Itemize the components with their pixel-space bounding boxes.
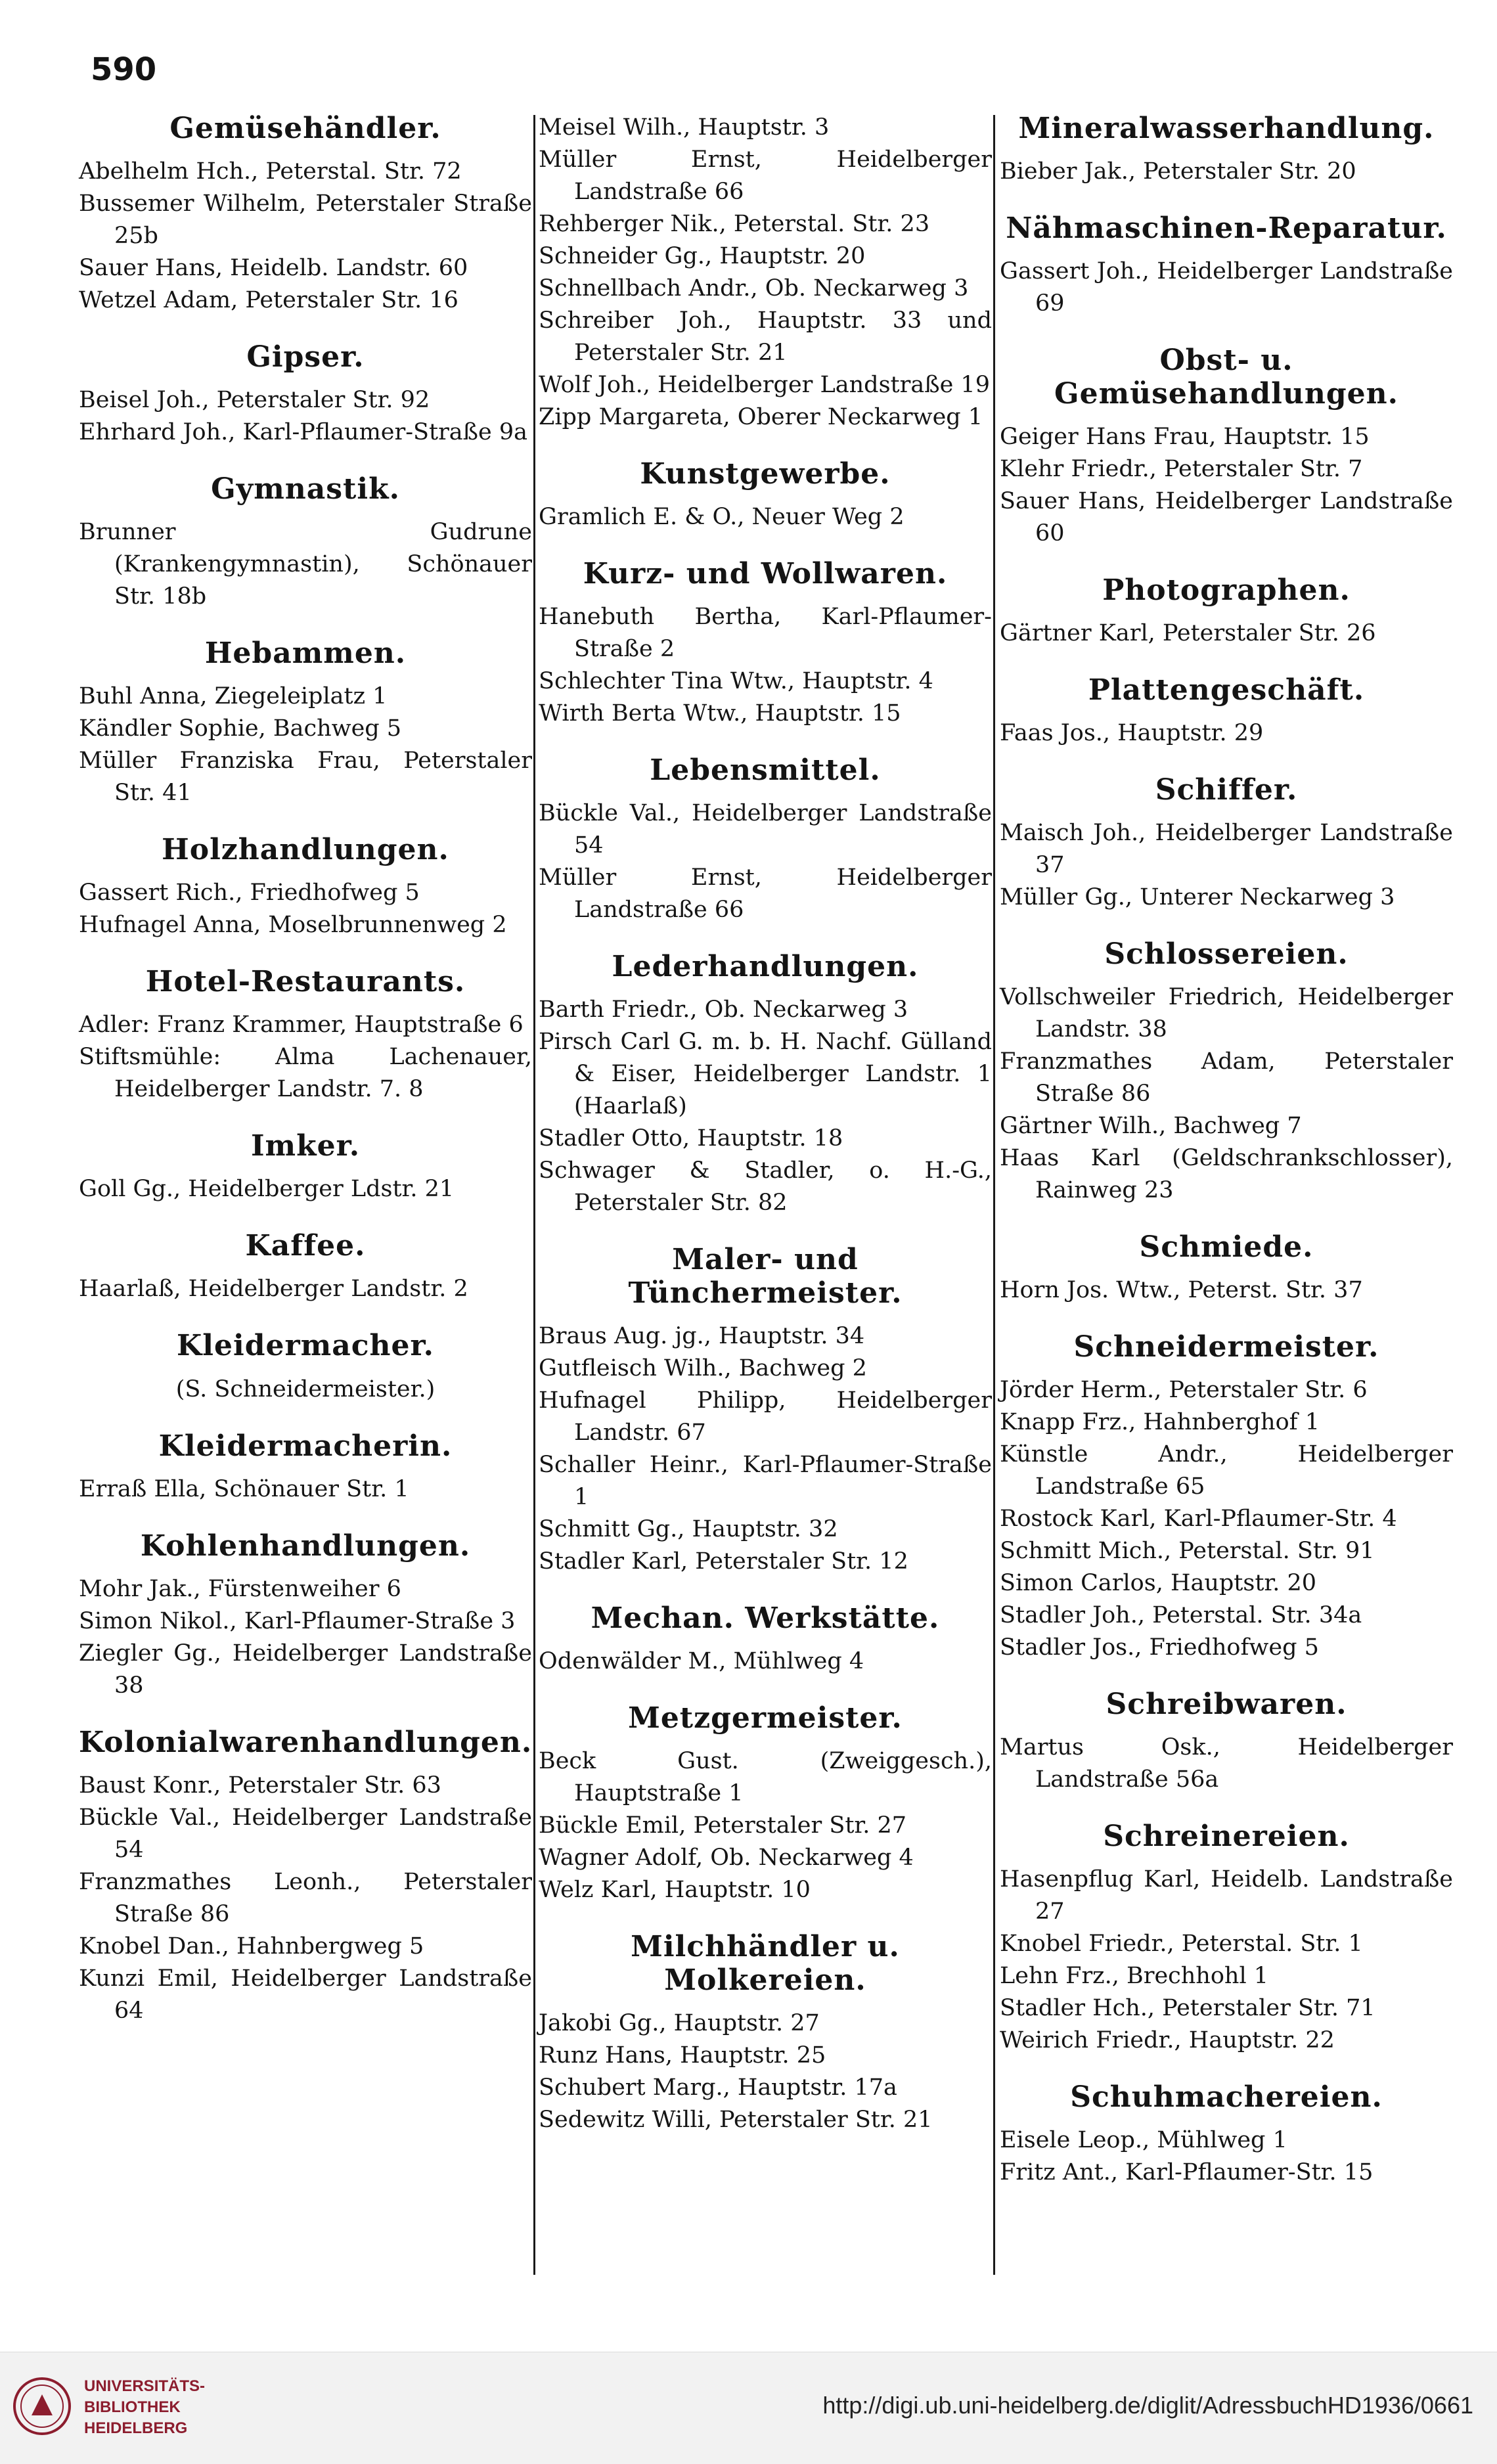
directory-entry: Lehn Frz., Brechhohl 1 xyxy=(1000,1963,1269,1989)
column-divider xyxy=(993,115,995,2275)
directory-entry: Bückle Val., Heidelberger Landstraße 54 xyxy=(539,800,992,859)
university-seal-icon xyxy=(12,2376,72,2439)
section-heading: Lederhandlungen. xyxy=(612,950,919,983)
directory-entry: Meisel Wilh., Hauptstr. 3 xyxy=(539,114,830,141)
directory-entry: Gutfleisch Wilh., Bachweg 2 xyxy=(539,1355,867,1381)
directory-entry: Hufnagel Anna, Moselbrunnenweg 2 xyxy=(79,912,507,938)
directory-section xyxy=(79,1229,532,1305)
directory-section xyxy=(539,1243,992,1578)
section-heading: Schuhmachereien. xyxy=(1070,2080,1383,2114)
directory-entry: Sedewitz Willi, Peterstaler Str. 21 xyxy=(539,2107,933,2133)
directory-entry: Bückle Emil, Peterstaler Str. 27 xyxy=(539,1812,907,1839)
directory-section xyxy=(79,1429,532,1506)
directory-entry: Rehberger Nik., Peterstal. Str. 23 xyxy=(539,211,930,237)
directory-section xyxy=(79,1726,532,2027)
directory-section xyxy=(1000,112,1453,188)
directory-section xyxy=(1000,573,1453,650)
directory-entry: Gassert Rich., Friedhofweg 5 xyxy=(79,880,420,906)
directory-section xyxy=(1000,1820,1453,2057)
directory-entry: Vollschweiler Friedrich, Heidelberger Landstr. 38 xyxy=(1000,984,1453,1042)
directory-entry: Welz Karl, Hauptstr. 10 xyxy=(539,1877,811,1903)
directory-section xyxy=(79,1129,532,1205)
section-heading: Hebammen. xyxy=(204,637,407,670)
directory-section xyxy=(1000,1330,1453,1664)
directory-entry: Bieber Jak., Peterstaler Str. 20 xyxy=(1000,158,1356,185)
column-divider xyxy=(533,115,535,2275)
section-heading: Imker. xyxy=(250,1129,361,1163)
directory-entry: Hasenpflug Karl, Heidelb. Landstraße 27 xyxy=(1000,1866,1453,1925)
section-heading: Gemüsehändler. xyxy=(169,112,441,145)
directory-entry: Weirich Friedr., Hauptstr. 22 xyxy=(1000,2027,1335,2053)
directory-entry: Rostock Karl, Karl-Pflaumer-Str. 4 xyxy=(1000,1506,1397,1532)
directory-entry: Braus Aug. jg., Hauptstr. 34 xyxy=(539,1323,865,1349)
directory-entry: Eisele Leop., Mühlweg 1 xyxy=(1000,2127,1287,2153)
directory-entry: Maisch Joh., Heidelberger Landstraße 37 xyxy=(1000,820,1453,878)
cross-reference-note: (S. Schneidermeister.) xyxy=(175,1376,436,1402)
directory-entry: Gassert Joh., Heidelberger Landstraße 69 xyxy=(1000,258,1453,317)
directory-section xyxy=(79,637,532,809)
directory-entry: Kändler Sophie, Bachweg 5 xyxy=(79,715,402,742)
directory-entry: Fritz Ant., Karl-Pflaumer-Str. 15 xyxy=(1000,2159,1374,2185)
directory-entry: Baust Konr., Peterstaler Str. 63 xyxy=(79,1772,441,1799)
directory-entry: Faas Jos., Hauptstr. 29 xyxy=(1000,720,1264,746)
directory-entry: Barth Friedr., Ob. Neckarweg 3 xyxy=(539,997,908,1023)
page-number: 590 xyxy=(91,51,157,88)
directory-entry: Abelhelm Hch., Peterstal. Str. 72 xyxy=(79,158,462,185)
section-heading: Schmiede. xyxy=(1139,1230,1314,1264)
footer-bar xyxy=(0,2352,1497,2464)
library-name xyxy=(84,2376,205,2439)
directory-section xyxy=(1000,2080,1453,2189)
directory-entry: Klehr Friedr., Peterstaler Str. 7 xyxy=(1000,456,1363,482)
library-name-line: HEIDELBERG xyxy=(84,2419,188,2437)
directory-entry: Müller Ernst, Heidelberger Landstraße 66 xyxy=(539,864,992,923)
directory-entry: Simon Carlos, Hauptstr. 20 xyxy=(1000,1570,1317,1596)
directory-entry: Bussemer Wilhelm, Peterstaler Straße 25b xyxy=(79,190,532,249)
directory-entry: Wolf Joh., Heidelberger Landstraße 19 xyxy=(539,372,990,398)
directory-entry: Schreiber Joh., Hauptstr. 33 und Peterstaler Str. 21 xyxy=(539,307,992,366)
directory-column-3 xyxy=(1000,112,1453,2212)
directory-section xyxy=(539,1930,992,2136)
section-heading: Kohlenhandlungen. xyxy=(140,1529,471,1563)
directory-entry: Ehrhard Joh., Karl-Pflaumer-Straße 9a xyxy=(79,419,528,445)
section-heading: Metzgermeister. xyxy=(628,1701,903,1735)
directory-entry: Stadler Jos., Friedhofweg 5 xyxy=(1000,1634,1319,1661)
directory-entry: Stiftsmühle: Alma Lachenauer, Heidelberger Landstr. 7. 8 xyxy=(79,1044,532,1102)
section-heading: Kaffee. xyxy=(245,1229,366,1263)
directory-section xyxy=(79,965,532,1106)
directory-entry: Stadler Hch., Peterstaler Str. 71 xyxy=(1000,1995,1375,2021)
directory-section xyxy=(1000,673,1453,750)
directory-entry: Haas Karl (Geldschrankschlosser), Rainweg 23 xyxy=(1000,1145,1453,1203)
directory-entry: Knobel Dan., Hahnbergweg 5 xyxy=(79,1933,424,1960)
directory-entry: Runz Hans, Hauptstr. 25 xyxy=(539,2042,826,2069)
directory-entry: Wetzel Adam, Peterstaler Str. 16 xyxy=(79,287,458,313)
directory-entry: Schmitt Gg., Hauptstr. 32 xyxy=(539,1516,838,1542)
directory-entry: Hufnagel Philipp, Heidelberger Landstr. 67 xyxy=(539,1387,992,1446)
directory-section xyxy=(539,950,992,1219)
directory-section xyxy=(1000,1230,1453,1307)
directory-entry: Stadler Karl, Peterstaler Str. 12 xyxy=(539,1548,908,1575)
directory-section xyxy=(539,557,992,730)
section-heading: Kunstgewerbe. xyxy=(640,457,891,491)
directory-entry: Wirth Berta Wtw., Hauptstr. 15 xyxy=(539,700,901,727)
directory-section xyxy=(79,112,532,317)
directory-section xyxy=(79,472,532,613)
directory-section xyxy=(539,457,992,533)
section-heading: Mineralwasserhandlung. xyxy=(1018,112,1435,145)
directory-entry: Gramlich E. & O., Neuer Weg 2 xyxy=(539,504,905,530)
directory-entry: Franzmathes Adam, Peterstaler Straße 86 xyxy=(1000,1048,1453,1107)
directory-entry: Simon Nikol., Karl-Pflaumer-Straße 3 xyxy=(79,1608,516,1634)
directory-entry: Müller Franziska Frau, Peterstaler Str. 41 xyxy=(79,748,532,806)
directory-entry: Martus Osk., Heidelberger Landstraße 56a xyxy=(1000,1734,1453,1793)
directory-entry: Haarlaß, Heidelberger Landstr. 2 xyxy=(79,1276,468,1302)
directory-entry: Schnellbach Andr., Ob. Neckarweg 3 xyxy=(539,275,969,302)
directory-section xyxy=(1000,344,1453,550)
section-heading: Mechan. Werkstätte. xyxy=(591,1602,940,1635)
directory-entry: Hanebuth Bertha, Karl-Pflaumer-Straße 2 xyxy=(539,604,992,662)
directory-entry: Knapp Frz., Hahnberghof 1 xyxy=(1000,1409,1320,1435)
directory-section xyxy=(539,1602,992,1678)
directory-entry: Beisel Joh., Peterstaler Str. 92 xyxy=(79,387,430,413)
source-url-link[interactable]: http://digi.ub.uni-heidelberg.de/diglit/AdressbuchHD1936/0661 xyxy=(822,2392,1473,2419)
directory-entry: Schaller Heinr., Karl-Pflaumer-Straße 1 xyxy=(539,1452,992,1510)
directory-entry: Müller Gg., Unterer Neckarweg 3 xyxy=(1000,884,1395,910)
directory-column-1 xyxy=(79,112,532,2051)
directory-entry: Odenwälder M., Mühlweg 4 xyxy=(539,1648,864,1674)
directory-section xyxy=(79,340,532,449)
directory-section xyxy=(539,1701,992,1906)
directory-section xyxy=(79,1329,532,1406)
section-heading: Lebensmittel. xyxy=(650,753,881,787)
directory-entry: Brunner Gudrune (Krankengymnastin), Schönauer Str. 18b xyxy=(79,519,532,610)
directory-section xyxy=(539,112,992,434)
directory-column-2 xyxy=(539,112,992,2160)
directory-entry: Ziegler Gg., Heidelberger Landstraße 38 xyxy=(79,1640,532,1699)
section-heading: Photographen. xyxy=(1102,573,1351,607)
directory-entry: Buhl Anna, Ziegeleiplatz 1 xyxy=(79,683,388,709)
directory-section xyxy=(539,753,992,926)
directory-entry: Pirsch Carl G. m. b. H. Nachf. Gülland & Eiser, Heidelberger Landstr. 1 (Haarlaß) xyxy=(539,1029,992,1119)
directory-entry: Schwager & Stadler, o. H.-G., Peterstaler Str. 82 xyxy=(539,1157,992,1216)
directory-entry: Stadler Joh., Peterstal. Str. 34a xyxy=(1000,1602,1362,1628)
section-heading: Maler- und Tünchermeister. xyxy=(628,1243,903,1310)
directory-entry: Knobel Friedr., Peterstal. Str. 1 xyxy=(1000,1931,1363,1957)
section-heading: Obst- u. Gemüsehandlungen. xyxy=(1054,344,1398,411)
directory-section xyxy=(1000,212,1453,320)
directory-entry: Sauer Hans, Heidelberger Landstraße 60 xyxy=(1000,488,1453,547)
directory-entry: Künstle Andr., Heidelberger Landstraße 65 xyxy=(1000,1441,1453,1500)
directory-section xyxy=(1000,937,1453,1207)
section-heading: Kolonialwarenhandlungen. xyxy=(79,1726,533,1759)
directory-entry: Jörder Herm., Peterstaler Str. 6 xyxy=(1000,1377,1368,1403)
directory-section xyxy=(79,1529,532,1702)
directory-entry: Wagner Adolf, Ob. Neckarweg 4 xyxy=(539,1845,914,1871)
directory-entry: Gärtner Karl, Peterstaler Str. 26 xyxy=(1000,620,1376,646)
directory-entry: Kunzi Emil, Heidelberger Landstraße 64 xyxy=(79,1965,532,2024)
directory-entry: Schneider Gg., Hauptstr. 20 xyxy=(539,243,866,269)
directory-entry: Geiger Hans Frau, Hauptstr. 15 xyxy=(1000,424,1370,450)
directory-entry: Gärtner Wilh., Bachweg 7 xyxy=(1000,1113,1302,1139)
section-heading: Schiffer. xyxy=(1155,773,1298,807)
section-heading: Plattengeschäft. xyxy=(1088,673,1365,707)
section-heading: Kleidermacherin. xyxy=(158,1429,453,1463)
library-name-line: UNIVERSITÄTS- xyxy=(84,2377,206,2395)
section-heading: Gipser. xyxy=(246,340,365,374)
section-heading: Schreibwaren. xyxy=(1106,1688,1347,1721)
directory-entry: Horn Jos. Wtw., Peterst. Str. 37 xyxy=(1000,1277,1363,1303)
directory-entry: Adler: Franz Krammer, Hauptstraße 6 xyxy=(79,1012,524,1038)
section-heading: Schneidermeister. xyxy=(1073,1330,1379,1364)
section-heading: Milchhändler u. Molkereien. xyxy=(631,1930,900,1997)
directory-entry: Schlechter Tina Wtw., Hauptstr. 4 xyxy=(539,668,933,694)
directory-entry: Zipp Margareta, Oberer Neckarweg 1 xyxy=(539,404,983,430)
section-heading: Schreinereien. xyxy=(1103,1820,1350,1853)
section-heading: Hotel-Restaurants. xyxy=(145,965,466,998)
section-heading: Kleidermacher. xyxy=(177,1329,434,1362)
directory-entry: Goll Gg., Heidelberger Ldstr. 21 xyxy=(79,1176,455,1202)
section-heading: Nähmaschinen-Reparatur. xyxy=(1006,212,1447,245)
section-heading: Holzhandlungen. xyxy=(162,833,449,866)
section-heading: Gymnastik. xyxy=(211,472,400,506)
directory-entry: Franzmathes Leonh., Peterstaler Straße 86 xyxy=(79,1869,532,1927)
section-heading: Kurz- und Wollwaren. xyxy=(583,557,948,591)
directory-section xyxy=(1000,1688,1453,1796)
directory-entry: Erraß Ella, Schönauer Str. 1 xyxy=(79,1476,409,1502)
directory-section xyxy=(79,833,532,941)
directory-section xyxy=(1000,773,1453,914)
directory-entry: Stadler Otto, Hauptstr. 18 xyxy=(539,1125,843,1152)
library-name-line: BIBLIOTHEK xyxy=(84,2398,181,2416)
directory-entry: Müller Ernst, Heidelberger Landstraße 66 xyxy=(539,146,992,205)
directory-entry: Schubert Marg., Hauptstr. 17a xyxy=(539,2074,897,2101)
directory-entry: Sauer Hans, Heidelb. Landstr. 60 xyxy=(79,255,468,281)
directory-entry: Mohr Jak., Fürstenweiher 6 xyxy=(79,1576,401,1602)
directory-entry: Schmitt Mich., Peterstal. Str. 91 xyxy=(1000,1538,1375,1564)
directory-entry: Bückle Val., Heidelberger Landstraße 54 xyxy=(79,1804,532,1863)
section-heading: Schlossereien. xyxy=(1104,937,1349,971)
directory-entry: Beck Gust. (Zweiggesch.), Hauptstraße 1 xyxy=(539,1748,992,1806)
directory-entry: Jakobi Gg., Hauptstr. 27 xyxy=(539,2010,820,2036)
